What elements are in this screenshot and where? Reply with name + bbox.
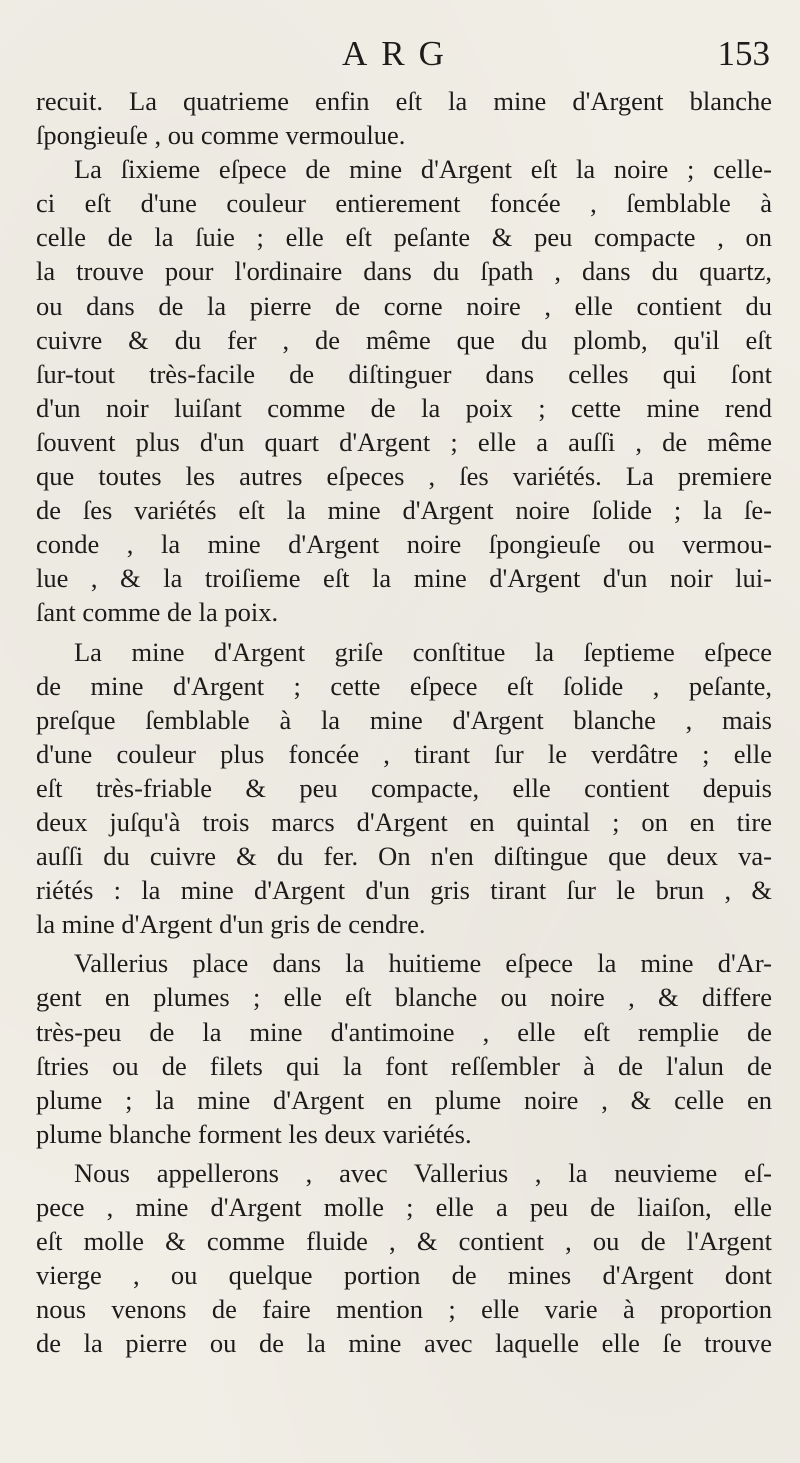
paragraph-start-line: Vallerius place dans la huitieme eſpece la mine d'Ar- xyxy=(74,948,772,979)
paragraph-start-line: La ſixieme eſpece de mine d'Argent eſt la noire ; celle- xyxy=(74,154,772,185)
text-line: de mine d'Argent ; cette eſpece eſt ſolide , peſante, xyxy=(36,670,772,701)
text-line: eſt molle & comme fluide , & contient , ou de l'Argent xyxy=(36,1226,772,1257)
text-line: preſque ſemblable à la mine d'Argent blanche , mais xyxy=(36,704,772,735)
body-text xyxy=(36,84,772,1360)
paragraph-start-line: La mine d'Argent griſe conſtitue la ſeptieme eſpece xyxy=(74,636,772,667)
text-line: conde , la mine d'Argent noire ſpongieuſe ou vermou- xyxy=(36,529,772,560)
text-line: recuit. La quatrieme enfin eſt la mine d'Argent blanche xyxy=(36,86,772,116)
text-line: plume blanche forment les deux variétés. xyxy=(36,1118,472,1149)
page-number: 153 xyxy=(717,34,770,73)
running-head: ARG xyxy=(342,34,458,73)
text-line: la trouve pour l'ordinaire dans du ſpath , dans du quartz, xyxy=(36,256,772,287)
text-line: lue , & la troiſieme eſt la mine d'Argent d'un noir lui- xyxy=(36,563,772,594)
text-line: que toutes les autres eſpeces , ſes variétés. La premiere xyxy=(36,461,772,492)
text-line: de la pierre ou de la mine avec laquelle elle ſe trouve xyxy=(36,1328,772,1359)
text-line: auſſi du cuivre & du fer. On n'en diſtingue que deux va- xyxy=(36,841,772,872)
text-line: ſant comme de la poix. xyxy=(36,597,279,628)
text-line: ſtries ou de filets qui la font reſſembler à de l'alun de xyxy=(36,1050,772,1081)
text-line: très-peu de la mine d'antimoine , elle eſt remplie de xyxy=(36,1016,772,1047)
text-line: ou dans de la pierre de corne noire , elle contient du xyxy=(36,290,772,321)
text-line: riétés : la mine d'Argent d'un gris tirant ſur le brun , & xyxy=(36,875,772,906)
text-line: plume ; la mine d'Argent en plume noire , & celle en xyxy=(36,1084,772,1115)
text-line: cuivre & du fer , de même que du plomb, qu'il eſt xyxy=(36,324,772,355)
text-line: de ſes variétés eſt la mine d'Argent noire ſolide ; la ſe- xyxy=(36,495,772,526)
text-line: deux juſqu'à trois marcs d'Argent en quintal ; on en tire xyxy=(36,806,772,837)
text-line: nous venons de faire mention ; elle varie à proportion xyxy=(36,1294,772,1325)
page-header xyxy=(0,32,800,80)
paragraph-start-line: Nous appellerons , avec Vallerius , la neuvieme eſ- xyxy=(74,1157,772,1188)
text-line: ſouvent plus d'un quart d'Argent ; elle a auſſi , de même xyxy=(36,426,772,457)
text-line: celle de la ſuie ; elle eſt peſante & peu compacte , on xyxy=(36,222,772,253)
text-line: ſur-tout très-facile de diſtinguer dans celles qui ſont xyxy=(36,358,772,389)
text-line: vierge , ou quelque portion de mines d'Argent dont xyxy=(36,1260,772,1291)
text-line: ci eſt d'une couleur entierement foncée , ſemblable à xyxy=(36,188,772,219)
text-line: eſt très-friable & peu compacte, elle contient depuis xyxy=(36,772,772,803)
text-line: d'un noir luiſant comme de la poix ; cette mine rend xyxy=(36,392,772,423)
text-line: la mine d'Argent d'un gris de cendre. xyxy=(36,909,426,940)
text-line: d'une couleur plus foncée , tirant ſur le verdâtre ; elle xyxy=(36,738,772,769)
text-line: gent en plumes ; elle eſt blanche ou noire , & differe xyxy=(36,982,772,1013)
text-line: pece , mine d'Argent molle ; elle a peu de liaiſon, elle xyxy=(36,1192,772,1222)
text-line: ſpongieuſe , ou comme vermoulue. xyxy=(36,120,406,151)
